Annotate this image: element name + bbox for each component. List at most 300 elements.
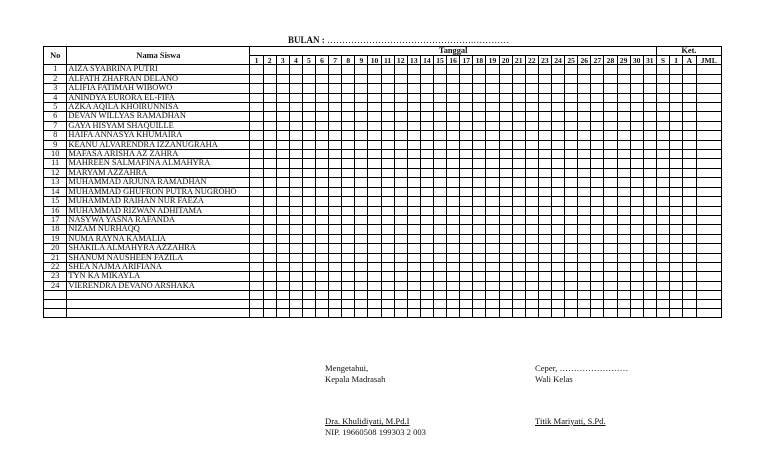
attendance-cell: [512, 281, 525, 290]
attendance-cell: [604, 93, 617, 102]
attendance-cell: [447, 93, 460, 102]
attendance-cell: [551, 225, 564, 234]
empty-cell: [656, 291, 669, 300]
attendance-cell: [512, 197, 525, 206]
attendance-cell: [302, 140, 315, 149]
attendance-cell: [263, 206, 276, 215]
day-header: 19: [486, 56, 499, 65]
attendance-cell: [643, 74, 656, 83]
principal-name: Dra. Khulidiyati, M.Pd.I: [325, 416, 410, 426]
empty-cell: [420, 300, 433, 309]
student-name: KEANU ALVARENDRA IZZANUGRAHA: [67, 140, 250, 149]
attendance-cell: [394, 244, 407, 253]
attendance-cell: [302, 159, 315, 168]
table-row: [44, 131, 722, 140]
attendance-cell: [394, 168, 407, 177]
attendance-cell: [604, 112, 617, 121]
attendance-cell: [617, 206, 630, 215]
student-no: 17: [44, 215, 67, 224]
attendance-cell: [486, 234, 499, 243]
attendance-cell: [250, 281, 263, 290]
student-name: MAHREEN SALMAFINA ALMAHYRA: [67, 159, 250, 168]
attendance-cell: [551, 197, 564, 206]
attendance-cell: [355, 74, 368, 83]
attendance-cell: [316, 168, 329, 177]
attendance-cell: [604, 272, 617, 281]
attendance-cell: [368, 244, 381, 253]
attendance-cell: [670, 178, 683, 187]
empty-cell: [591, 291, 604, 300]
attendance-cell: [289, 187, 302, 196]
attendance-cell: [289, 225, 302, 234]
attendance-cell: [578, 131, 591, 140]
attendance-cell: [460, 253, 473, 262]
attendance-cell: [381, 103, 394, 112]
empty-cell: [460, 291, 473, 300]
attendance-cell: [276, 197, 289, 206]
attendance-cell: [460, 121, 473, 130]
attendance-cell: [276, 262, 289, 271]
attendance-cell: [342, 140, 355, 149]
attendance-cell: [538, 121, 551, 130]
attendance-cell: [499, 65, 512, 74]
attendance-cell: [302, 131, 315, 140]
empty-cell: [355, 291, 368, 300]
attendance-cell: [486, 131, 499, 140]
attendance-cell: [525, 272, 538, 281]
attendance-cell: [368, 131, 381, 140]
attendance-cell: [630, 103, 643, 112]
attendance-cell: [551, 187, 564, 196]
attendance-cell: [525, 244, 538, 253]
attendance-cell: [289, 121, 302, 130]
attendance-cell: [420, 121, 433, 130]
attendance-cell: [394, 253, 407, 262]
attendance-cell: [538, 93, 551, 102]
day-header: 5: [302, 56, 315, 65]
attendance-cell: [473, 262, 486, 271]
attendance-cell: [512, 131, 525, 140]
attendance-cell: [355, 281, 368, 290]
student-name: DEVAN WILLYAS RAMADHAN: [67, 112, 250, 121]
day-header: 14: [420, 56, 433, 65]
empty-cell: [565, 291, 578, 300]
attendance-cell: [381, 234, 394, 243]
attendance-cell: [316, 234, 329, 243]
attendance-cell: [302, 206, 315, 215]
attendance-cell: [499, 197, 512, 206]
attendance-cell: [263, 84, 276, 93]
attendance-cell: [670, 272, 683, 281]
attendance-cell: [329, 93, 342, 102]
attendance-cell: [302, 74, 315, 83]
attendance-cell: [368, 112, 381, 121]
attendance-cell: [342, 131, 355, 140]
attendance-cell: [656, 206, 669, 215]
attendance-cell: [525, 197, 538, 206]
attendance-cell: [381, 206, 394, 215]
attendance-cell: [447, 197, 460, 206]
attendance-cell: [538, 234, 551, 243]
attendance-cell: [433, 93, 446, 102]
day-header: 6: [316, 56, 329, 65]
attendance-cell: [525, 215, 538, 224]
attendance-cell: [643, 215, 656, 224]
day-header: 1: [250, 56, 263, 65]
attendance-cell: [683, 121, 696, 130]
attendance-cell: [460, 262, 473, 271]
attendance-cell: [578, 112, 591, 121]
attendance-cell: [460, 65, 473, 74]
attendance-cell: [670, 159, 683, 168]
attendance-cell: [381, 65, 394, 74]
attendance-cell: [433, 187, 446, 196]
attendance-cell: [394, 112, 407, 121]
day-header: 17: [460, 56, 473, 65]
student-no: 22: [44, 262, 67, 271]
attendance-cell: [696, 206, 721, 215]
attendance-cell: [473, 112, 486, 121]
empty-cell: [643, 300, 656, 309]
empty-cell: [250, 291, 263, 300]
attendance-cell: [604, 253, 617, 262]
attendance-cell: [381, 93, 394, 102]
day-header: 23: [538, 56, 551, 65]
empty-cell: [473, 300, 486, 309]
attendance-cell: [512, 159, 525, 168]
attendance-cell: [486, 281, 499, 290]
empty-cell: [591, 300, 604, 309]
attendance-cell: [368, 215, 381, 224]
attendance-cell: [276, 253, 289, 262]
attendance-cell: [656, 234, 669, 243]
attendance-cell: [551, 93, 564, 102]
attendance-cell: [250, 244, 263, 253]
attendance-cell: [263, 65, 276, 74]
attendance-cell: [591, 140, 604, 149]
attendance-cell: [683, 150, 696, 159]
attendance-cell: [368, 74, 381, 83]
attendance-cell: [289, 206, 302, 215]
attendance-cell: [565, 159, 578, 168]
attendance-cell: [394, 74, 407, 83]
attendance-cell: [486, 159, 499, 168]
attendance-cell: [551, 74, 564, 83]
attendance-cell: [407, 225, 420, 234]
attendance-cell: [604, 178, 617, 187]
attendance-cell: [630, 131, 643, 140]
attendance-cell: [538, 281, 551, 290]
attendance-cell: [433, 206, 446, 215]
attendance-cell: [420, 131, 433, 140]
attendance-cell: [276, 159, 289, 168]
empty-cell: [656, 300, 669, 309]
attendance-cell: [565, 206, 578, 215]
attendance-cell: [670, 140, 683, 149]
attendance-cell: [368, 272, 381, 281]
attendance-cell: [342, 197, 355, 206]
empty-cell: [407, 300, 420, 309]
attendance-cell: [460, 131, 473, 140]
attendance-cell: [486, 206, 499, 215]
attendance-cell: [316, 253, 329, 262]
attendance-cell: [329, 253, 342, 262]
attendance-cell: [342, 93, 355, 102]
attendance-cell: [591, 131, 604, 140]
attendance-cell: [604, 197, 617, 206]
attendance-cell: [342, 178, 355, 187]
attendance-cell: [591, 253, 604, 262]
attendance-cell: [499, 159, 512, 168]
attendance-cell: [250, 262, 263, 271]
empty-cell: [630, 300, 643, 309]
attendance-cell: [394, 215, 407, 224]
attendance-cell: [342, 159, 355, 168]
attendance-cell: [551, 234, 564, 243]
attendance-cell: [630, 262, 643, 271]
day-header: 3: [276, 56, 289, 65]
attendance-cell: [551, 121, 564, 130]
attendance-cell: [368, 93, 381, 102]
attendance-cell: [433, 112, 446, 121]
attendance-cell: [302, 262, 315, 271]
attendance-cell: [643, 225, 656, 234]
attendance-cell: [447, 65, 460, 74]
attendance-cell: [617, 121, 630, 130]
attendance-cell: [394, 131, 407, 140]
attendance-cell: [381, 84, 394, 93]
attendance-cell: [670, 234, 683, 243]
attendance-cell: [578, 150, 591, 159]
attendance-cell: [683, 225, 696, 234]
attendance-cell: [407, 159, 420, 168]
attendance-cell: [420, 234, 433, 243]
student-no: 21: [44, 253, 67, 262]
attendance-cell: [512, 103, 525, 112]
attendance-cell: [525, 65, 538, 74]
day-header: 18: [473, 56, 486, 65]
empty-cell: [512, 309, 525, 318]
table-row: [44, 140, 722, 149]
attendance-cell: [342, 262, 355, 271]
attendance-cell: [276, 150, 289, 159]
empty-cell: [420, 309, 433, 318]
attendance-cell: [565, 168, 578, 177]
attendance-cell: [538, 253, 551, 262]
attendance-cell: [696, 225, 721, 234]
attendance-cell: [381, 168, 394, 177]
attendance-cell: [407, 93, 420, 102]
attendance-cell: [460, 93, 473, 102]
attendance-cell: [525, 262, 538, 271]
attendance-cell: [551, 281, 564, 290]
attendance-cell: [643, 206, 656, 215]
principal-nip: NIP. 19660508 199303 2 003: [325, 426, 426, 437]
attendance-cell: [578, 140, 591, 149]
attendance-cell: [433, 253, 446, 262]
attendance-cell: [512, 215, 525, 224]
table-row: [44, 215, 722, 224]
attendance-cell: [447, 234, 460, 243]
attendance-cell: [591, 65, 604, 74]
attendance-cell: [329, 281, 342, 290]
attendance-cell: [276, 74, 289, 83]
attendance-cell: [263, 159, 276, 168]
attendance-cell: [368, 84, 381, 93]
attendance-cell: [604, 281, 617, 290]
attendance-cell: [289, 140, 302, 149]
attendance-cell: [329, 103, 342, 112]
day-header: 29: [617, 56, 630, 65]
attendance-cell: [460, 140, 473, 149]
attendance-cell: [276, 84, 289, 93]
attendance-cell: [473, 84, 486, 93]
attendance-cell: [433, 234, 446, 243]
attendance-cell: [355, 215, 368, 224]
attendance-cell: [302, 253, 315, 262]
attendance-cell: [433, 74, 446, 83]
attendance-cell: [473, 74, 486, 83]
table-row: [44, 150, 722, 159]
empty-cell: [44, 291, 67, 300]
attendance-cell: [630, 225, 643, 234]
attendance-cell: [670, 262, 683, 271]
attendance-cell: [473, 281, 486, 290]
attendance-cell: [499, 93, 512, 102]
attendance-cell: [565, 281, 578, 290]
attendance-cell: [316, 159, 329, 168]
attendance-cell: [368, 65, 381, 74]
empty-cell: [316, 300, 329, 309]
attendance-cell: [368, 178, 381, 187]
attendance-cell: [276, 168, 289, 177]
attendance-cell: [276, 234, 289, 243]
attendance-cell: [447, 112, 460, 121]
attendance-cell: [670, 121, 683, 130]
attendance-cell: [407, 178, 420, 187]
attendance-cell: [525, 168, 538, 177]
place-date: Ceper, ……………………: [535, 363, 629, 373]
attendance-cell: [683, 215, 696, 224]
attendance-cell: [656, 215, 669, 224]
empty-cell: [289, 309, 302, 318]
attendance-cell: [656, 112, 669, 121]
day-header: 22: [525, 56, 538, 65]
attendance-cell: [486, 215, 499, 224]
attendance-cell: [263, 197, 276, 206]
attendance-cell: [604, 262, 617, 271]
attendance-cell: [329, 159, 342, 168]
attendance-cell: [407, 131, 420, 140]
attendance-cell: [302, 178, 315, 187]
empty-cell: [329, 309, 342, 318]
empty-cell: [683, 300, 696, 309]
attendance-cell: [512, 187, 525, 196]
attendance-cell: [276, 131, 289, 140]
attendance-cell: [420, 150, 433, 159]
empty-cell: [302, 291, 315, 300]
attendance-cell: [656, 272, 669, 281]
empty-row: [44, 300, 722, 309]
attendance-cell: [486, 121, 499, 130]
attendance-cell: [289, 234, 302, 243]
attendance-cell: [302, 168, 315, 177]
attendance-cell: [656, 121, 669, 130]
empty-cell: [670, 309, 683, 318]
attendance-cell: [473, 215, 486, 224]
attendance-cell: [670, 112, 683, 121]
empty-cell: [538, 300, 551, 309]
attendance-cell: [617, 197, 630, 206]
attendance-cell: [499, 150, 512, 159]
student-no: 14: [44, 187, 67, 196]
attendance-cell: [565, 253, 578, 262]
attendance-cell: [368, 197, 381, 206]
attendance-cell: [486, 74, 499, 83]
attendance-cell: [670, 84, 683, 93]
empty-cell: [486, 291, 499, 300]
attendance-cell: [512, 168, 525, 177]
empty-cell: [617, 291, 630, 300]
attendance-cell: [565, 93, 578, 102]
empty-cell: [604, 309, 617, 318]
attendance-cell: [617, 140, 630, 149]
student-name: SHAKILA ALMAHYRA AZZAHRA: [67, 244, 250, 253]
attendance-cell: [696, 84, 721, 93]
attendance-cell: [460, 103, 473, 112]
attendance-cell: [250, 121, 263, 130]
attendance-cell: [578, 234, 591, 243]
student-no: 3: [44, 84, 67, 93]
attendance-cell: [565, 131, 578, 140]
student-no: 13: [44, 178, 67, 187]
attendance-cell: [604, 121, 617, 130]
attendance-cell: [394, 281, 407, 290]
attendance-cell: [696, 159, 721, 168]
attendance-cell: [525, 159, 538, 168]
attendance-cell: [407, 187, 420, 196]
attendance-cell: [696, 74, 721, 83]
attendance-cell: [276, 103, 289, 112]
attendance-cell: [460, 234, 473, 243]
attendance-cell: [512, 65, 525, 74]
attendance-cell: [617, 281, 630, 290]
attendance-cell: [696, 262, 721, 271]
attendance-cell: [656, 103, 669, 112]
attendance-cell: [538, 65, 551, 74]
day-header: 27: [591, 56, 604, 65]
empty-cell: [643, 309, 656, 318]
student-no: 4: [44, 93, 67, 102]
attendance-cell: [250, 93, 263, 102]
attendance-cell: [407, 206, 420, 215]
day-header: 28: [604, 56, 617, 65]
table-row: [44, 168, 722, 177]
attendance-cell: [329, 206, 342, 215]
attendance-cell: [670, 65, 683, 74]
attendance-cell: [329, 225, 342, 234]
attendance-cell: [420, 215, 433, 224]
empty-cell: [551, 300, 564, 309]
attendance-cell: [643, 281, 656, 290]
attendance-cell: [407, 244, 420, 253]
header-row: [44, 47, 722, 56]
attendance-cell: [656, 197, 669, 206]
attendance-cell: [538, 150, 551, 159]
student-name: TYN KA MIKAYLA: [67, 272, 250, 281]
attendance-cell: [355, 225, 368, 234]
student-no: 18: [44, 225, 67, 234]
